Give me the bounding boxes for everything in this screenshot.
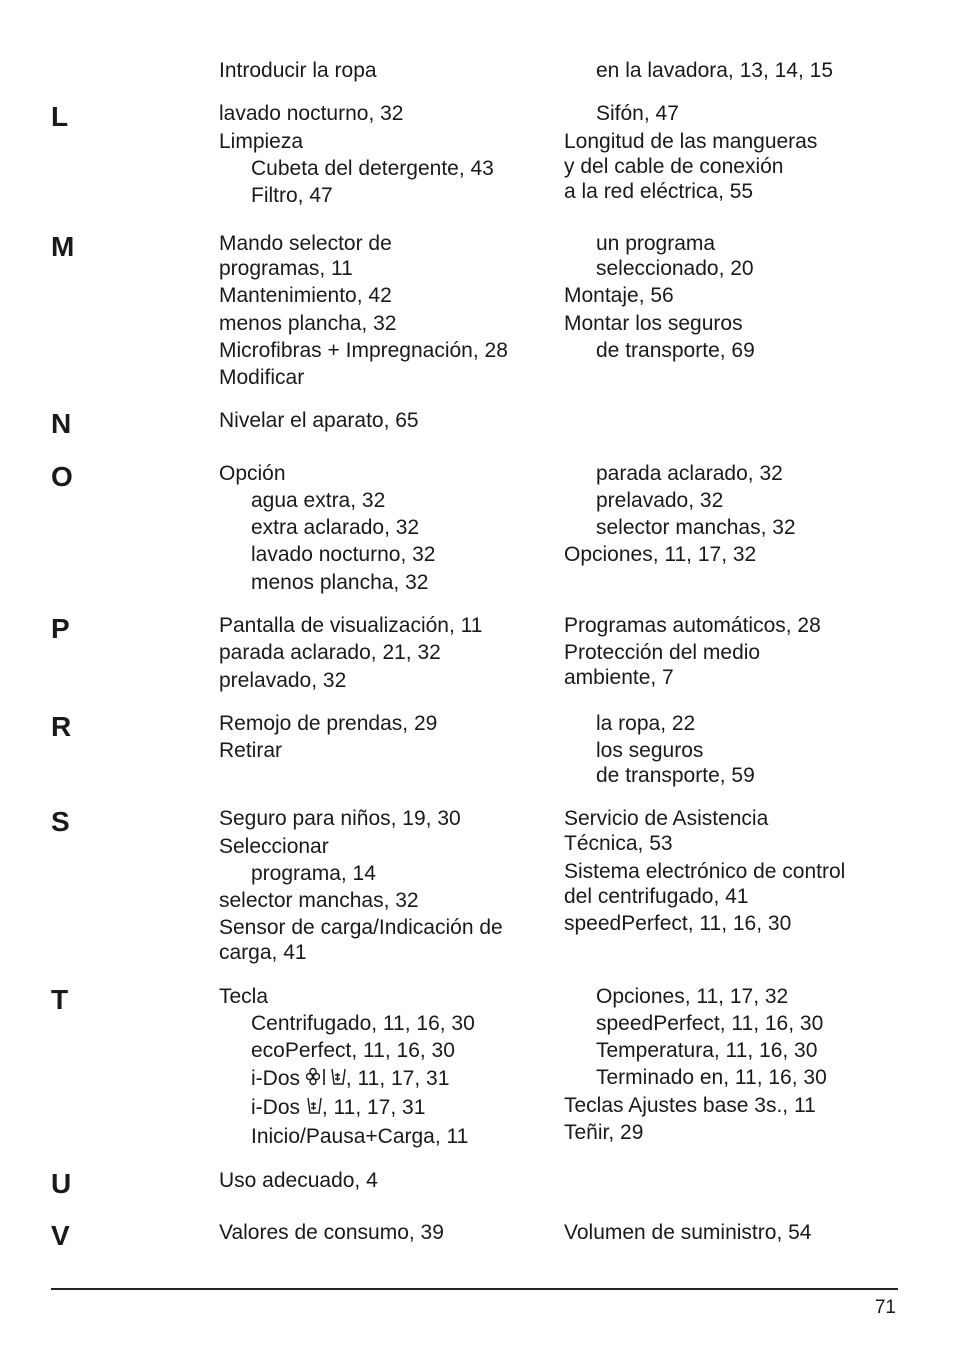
footer-rule — [51, 1288, 898, 1290]
section-letter: S — [51, 806, 70, 837]
index-entry: Remojo de prendas, 29 — [219, 712, 438, 735]
section-letter: V — [51, 1220, 70, 1251]
index-subentry: ecoPerfect, 11, 16, 30 — [251, 1039, 455, 1062]
index-subentry: Filtro, 47 — [251, 184, 333, 207]
index-entry: a la red eléctrica, 55 — [564, 180, 754, 203]
index-entry: speedPerfect, 11, 16, 30 — [564, 912, 792, 935]
index-entry: del centrifugado, 41 — [564, 885, 749, 908]
index-subentry: Temperatura, 11, 16, 30 — [596, 1039, 818, 1062]
index-entry: Teclas Ajustes base 3s., 11 — [564, 1094, 816, 1117]
index-entry: en la lavadora, 13, 14, 15 — [596, 59, 834, 82]
index-entry: Técnica, 53 — [564, 832, 673, 855]
index-subentry: agua extra, 32 — [251, 489, 386, 512]
index-entry: prelavado, 32 — [219, 669, 347, 692]
index-subentry: los seguros — [596, 739, 704, 762]
index-entry: Montaje, 56 — [564, 284, 674, 307]
index-text: , 11, 17, 31 — [345, 1067, 450, 1090]
index-text: i-Dos — [251, 1067, 301, 1090]
index-entry: Retirar — [219, 739, 283, 762]
index-entry: Modificar — [219, 366, 305, 389]
index-subentry: Terminado en, 11, 16, 30 — [596, 1066, 827, 1089]
index-entry: Microfibras + Impregnación, 28 — [219, 339, 508, 362]
index-entry: programas, 11 — [219, 257, 353, 280]
index-entry: Uso adecuado, 4 — [219, 1169, 378, 1192]
page-number: 71 — [874, 1297, 896, 1318]
index-entry: Introducir la ropa — [219, 59, 377, 82]
index-entry: Seleccionar — [219, 835, 329, 858]
section-letter: T — [51, 984, 69, 1015]
index-entry: Opción — [219, 462, 286, 485]
index-subentry: prelavado, 32 — [596, 489, 724, 512]
index-entry: Volumen de suministro, 54 — [564, 1221, 812, 1244]
section-letter: R — [51, 711, 72, 742]
index-entry: Montar los seguros — [564, 312, 743, 335]
index-entry: Seguro para niños, 19, 30 — [219, 807, 461, 830]
index-subentry: un programa — [596, 232, 716, 255]
index-subentry: Opciones, 11, 17, 32 — [596, 985, 789, 1008]
index-subentry: de transporte, 59 — [596, 764, 755, 787]
index-subentry: speedPerfect, 11, 16, 30 — [596, 1012, 824, 1035]
index-entry: Protección del medio — [564, 641, 761, 664]
index-entry: Servicio de Asistencia — [564, 807, 769, 830]
index-entry: Nivelar el aparato, 65 — [219, 409, 419, 432]
index-subentry: lavado nocturno, 32 — [251, 543, 436, 566]
index-subentry: selector manchas, 32 — [596, 516, 796, 539]
index-entry: carga, 41 — [219, 941, 307, 964]
index-entry: Longitud de las mangueras — [564, 130, 818, 153]
index-text: i-Dos — [251, 1096, 301, 1119]
section-letter: M — [51, 231, 75, 262]
section-letter: U — [51, 1168, 72, 1199]
index-entry: parada aclarado, 21, 32 — [219, 641, 441, 664]
index-subentry: menos plancha, 32 — [251, 571, 429, 594]
softener-icon — [306, 1067, 330, 1087]
index-text: , 11, 17, 31 — [321, 1096, 426, 1119]
index-entry: Mando selector de — [219, 232, 392, 255]
index-entry: y del cable de conexión — [564, 155, 784, 178]
index-entry: Programas automáticos, 28 — [564, 614, 821, 637]
index-entry: Pantalla de visualización, 11 — [219, 614, 483, 637]
detergent-icon — [330, 1067, 346, 1087]
index-entry: Opciones, 11, 17, 32 — [564, 543, 757, 566]
index-entry: Teñir, 29 — [564, 1121, 644, 1144]
section-letter: O — [51, 461, 73, 492]
index-subentry: Sifón, 47 — [596, 102, 679, 125]
index-subentry: Cubeta del detergente, 43 — [251, 157, 494, 180]
index-subentry: extra aclarado, 32 — [251, 516, 420, 539]
index-entry: menos plancha, 32 — [219, 312, 397, 335]
index-entry: ambiente, 7 — [564, 666, 674, 689]
index-entry: Valores de consumo, 39 — [219, 1221, 444, 1244]
detergent-icon — [306, 1096, 322, 1116]
section-letter: P — [51, 613, 70, 644]
index-entry: Sensor de carga/Indicación de — [219, 916, 503, 939]
index-subentry: la ropa, 22 — [596, 712, 696, 735]
index-subentry — [251, 1067, 449, 1091]
index-subentry: de transporte, 69 — [596, 339, 755, 362]
index-subentry: seleccionado, 20 — [596, 257, 754, 280]
index-entry: selector manchas, 32 — [219, 889, 419, 912]
index-entry: Mantenimiento, 42 — [219, 284, 392, 307]
index-entry: Tecla — [219, 985, 269, 1008]
index-subentry — [251, 1096, 425, 1120]
index-subentry: Centrifugado, 11, 16, 30 — [251, 1012, 475, 1035]
index-subentry: programa, 14 — [251, 862, 376, 885]
section-letter: N — [51, 408, 72, 439]
index-subentry: Inicio/Pausa+Carga, 11 — [251, 1125, 469, 1148]
index-subentry: parada aclarado, 32 — [596, 462, 783, 485]
index-entry: Sistema electrónico de control — [564, 860, 846, 883]
section-letter: L — [51, 101, 69, 132]
index-entry: Limpieza — [219, 130, 304, 153]
index-entry: lavado nocturno, 32 — [219, 102, 404, 125]
